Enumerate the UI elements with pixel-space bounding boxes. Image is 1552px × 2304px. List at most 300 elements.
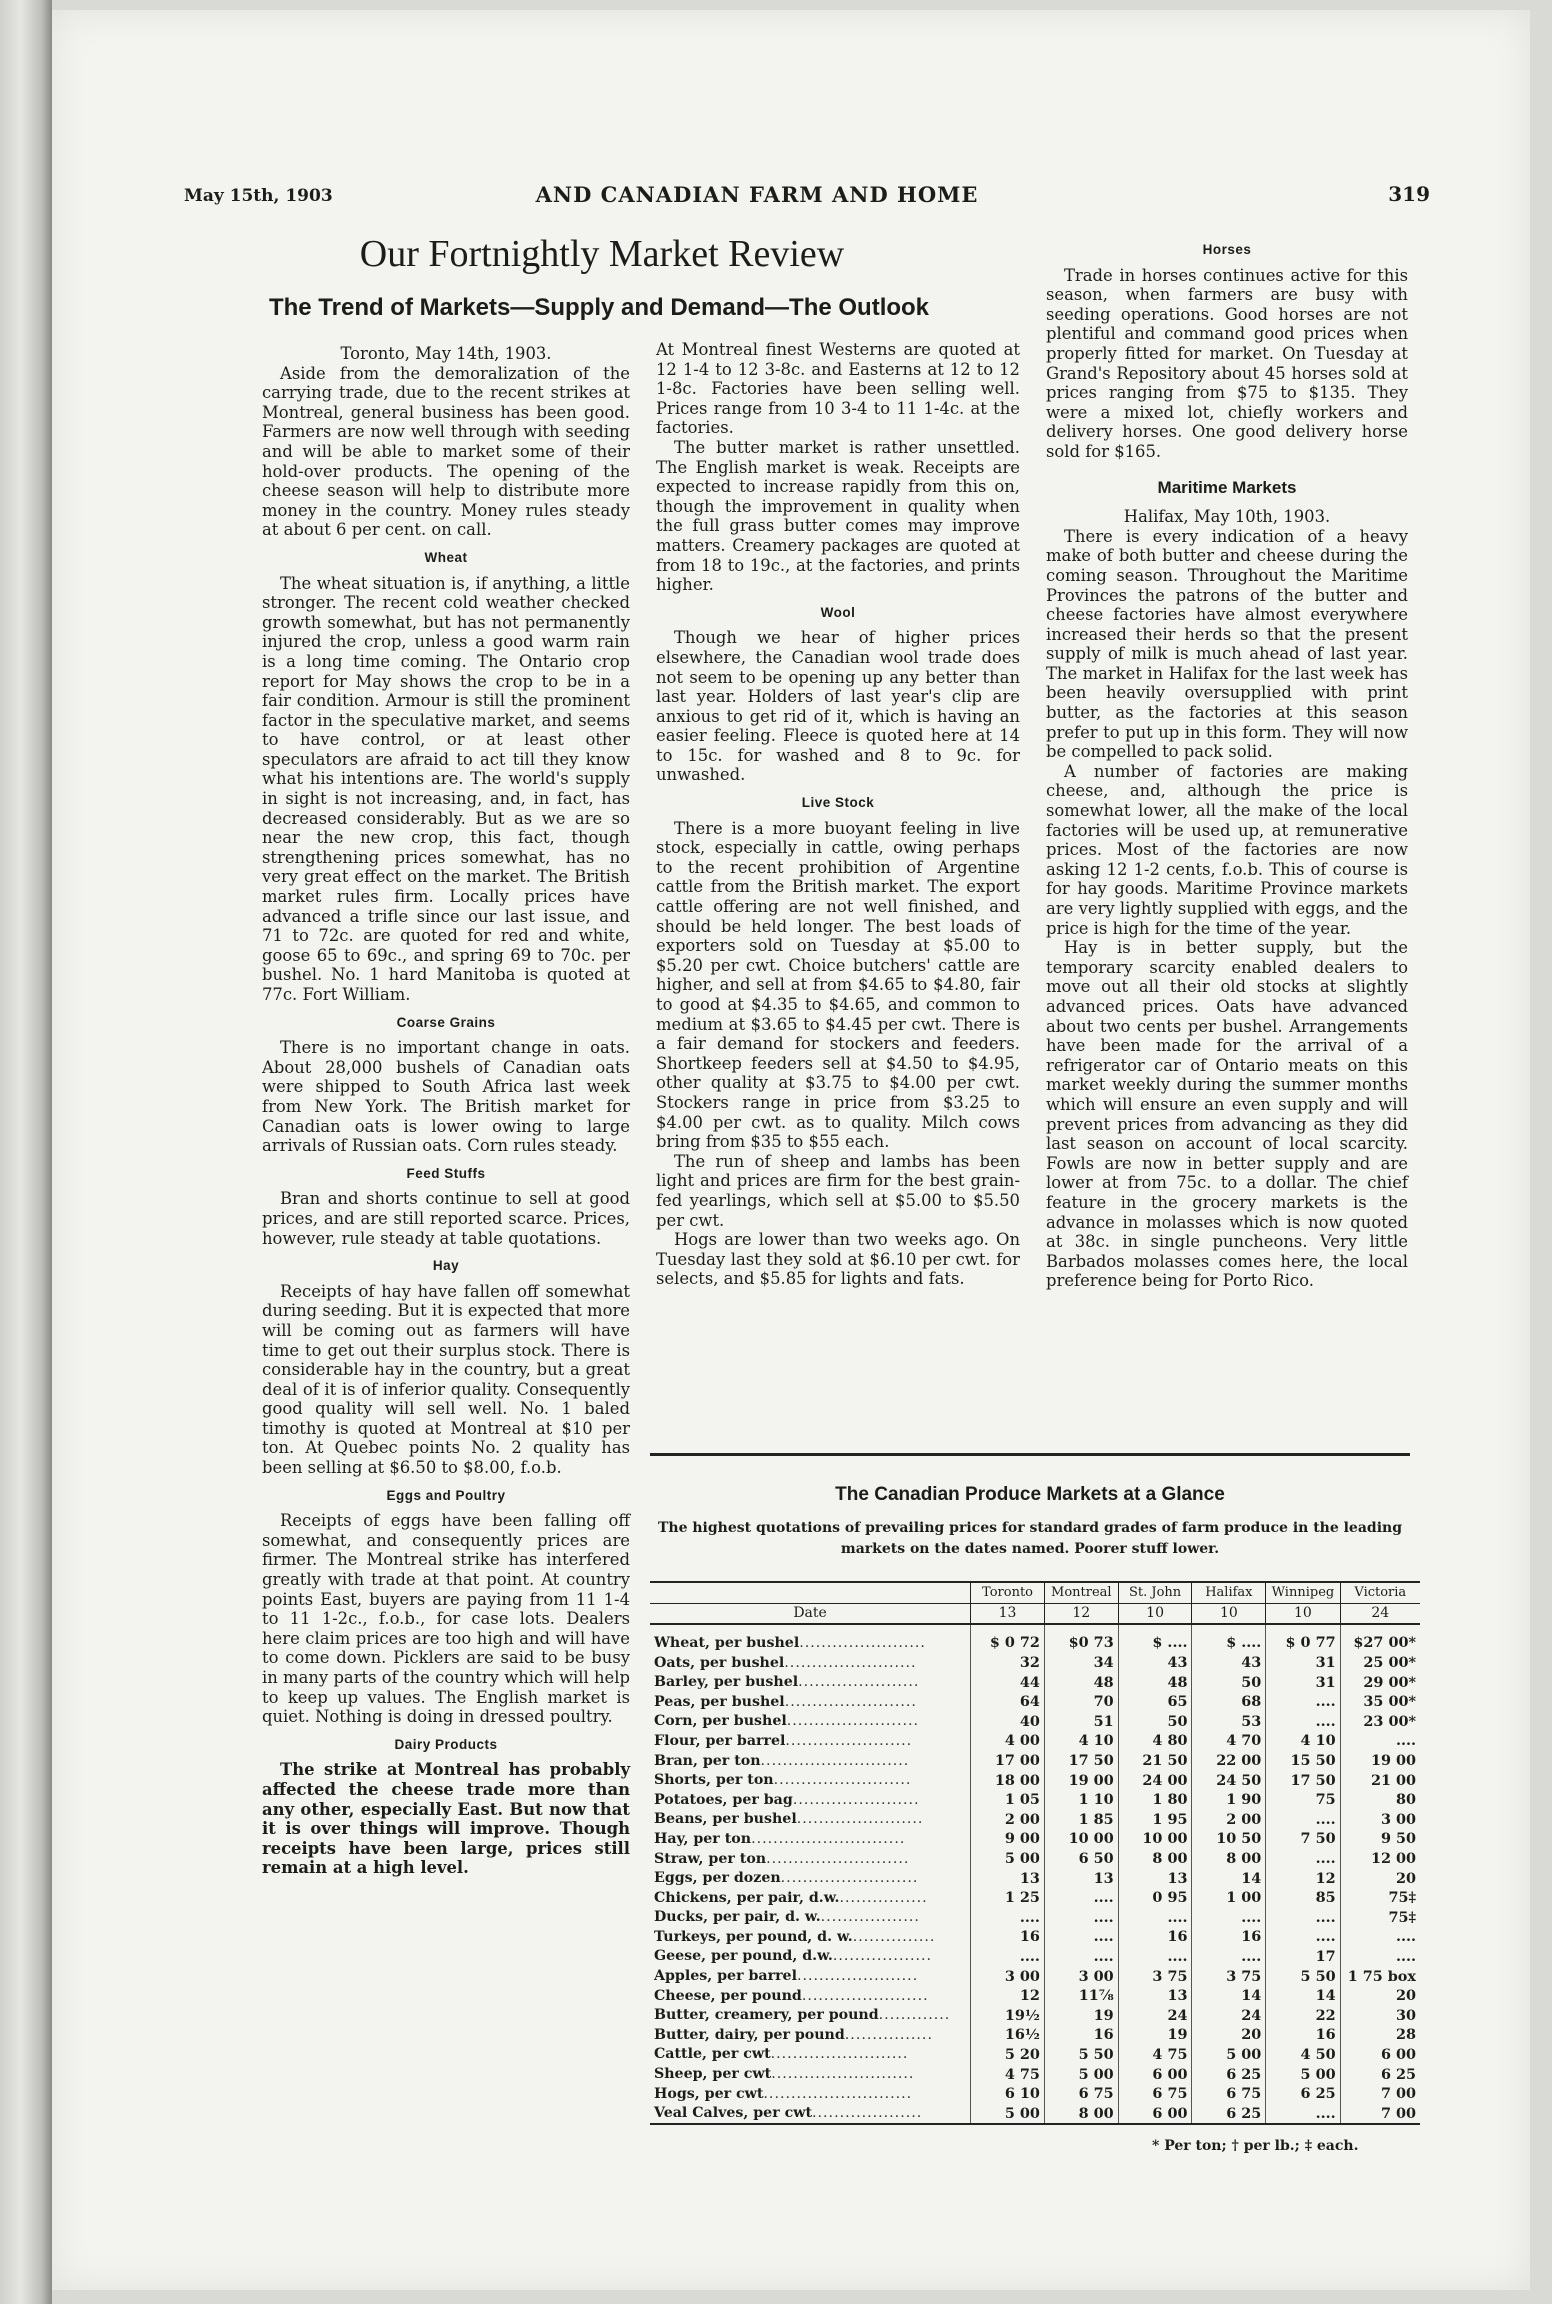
row-item-cell xyxy=(650,1810,971,1830)
price-cell: 65 xyxy=(1118,1692,1192,1712)
table-row xyxy=(650,1868,1420,1888)
coarse-grains-paragraph: There is no important change in oats. About 28,000 bushels of Canadian oats were shipped to South Africa last week from New York. The British market for Canadian oats is lower owing to large arrivals of Russian oats. Corn rules steady. xyxy=(262,1038,630,1156)
price-cell: 48 xyxy=(1044,1672,1118,1692)
column-3 xyxy=(1046,232,1408,1291)
table-city-header-row xyxy=(650,1582,1420,1603)
price-cell: 8 00 xyxy=(1192,1849,1266,1869)
price-cell: 23 00* xyxy=(1340,1712,1420,1732)
price-cell: 3 00 xyxy=(1044,1966,1118,1986)
price-cell: 5 00 xyxy=(971,1849,1045,1869)
section-heading-feed-stuffs: Feed Stuffs xyxy=(406,1165,486,1181)
price-cell: .... xyxy=(1044,1947,1118,1967)
dairy-continued-paragraph: At Montreal finest Westerns are quoted at 12 1-4 to 12 3-8c. and Easterns at 12 to 12 1-8c. Factories have been selling well. Prices range from 10 3-4 to 11 1-4c. at the factories. xyxy=(656,340,1020,438)
dateline: Toronto, May 14th, 1903. xyxy=(340,344,552,363)
price-cell: .... xyxy=(1044,1908,1118,1928)
price-cell: 17 xyxy=(1266,1947,1340,1967)
leader-dots: ......................... xyxy=(770,2046,909,2063)
row-item-label: Bran, per ton xyxy=(654,1752,761,1769)
price-cell: 12 00 xyxy=(1340,1849,1420,1869)
price-cell: 17 50 xyxy=(1044,1751,1118,1771)
column-1 xyxy=(262,344,630,1878)
leader-dots: .................... xyxy=(812,2105,923,2122)
price-cell: 8 00 xyxy=(1118,1849,1192,1869)
row-item-label: Sheep, per cwt xyxy=(654,2066,772,2083)
price-cell: 7 00 xyxy=(1340,2103,1420,2124)
price-cell: .... xyxy=(1192,1947,1266,1967)
price-cell: .... xyxy=(1044,1927,1118,1947)
price-cell: 1 80 xyxy=(1118,1790,1192,1810)
table-row xyxy=(650,1770,1420,1790)
price-cell: 17 00 xyxy=(971,1751,1045,1771)
price-cell: .... xyxy=(971,1947,1045,1967)
leader-dots: ....................... xyxy=(796,1811,924,1828)
price-cell: 16 xyxy=(1044,2025,1118,2045)
table-subtitle: The highest quotations of prevailing prices for standard grades of farm produce in the leading markets on the dates named. Poorer stuff lower. xyxy=(658,1520,1402,1557)
column-2 xyxy=(656,340,1020,1289)
row-item-cell xyxy=(650,1770,971,1790)
price-cell: .... xyxy=(971,1908,1045,1928)
price-cell: .... xyxy=(1266,1927,1340,1947)
hogs-paragraph: Hogs are lower than two weeks ago. On Tuesday last they sold at $6.10 per cwt. for selects, and $5.85 for lights and fats. xyxy=(656,1230,1020,1289)
price-cell: .... xyxy=(1118,1908,1192,1928)
table-row xyxy=(650,1986,1420,2006)
table-row xyxy=(650,1653,1420,1673)
price-cell: 50 xyxy=(1192,1672,1266,1692)
row-item-label: Potatoes, per bag xyxy=(654,1791,793,1808)
leader-dots: ......................... xyxy=(780,1870,919,1887)
leader-dots: ....................... xyxy=(792,1791,920,1808)
table-row xyxy=(650,2064,1420,2084)
price-cell: .... xyxy=(1266,1908,1340,1928)
price-cell: 21 50 xyxy=(1118,1751,1192,1771)
table-row xyxy=(650,1751,1420,1771)
wool-paragraph: Though we hear of higher prices elsewhere, the Canadian wool trade does not seem to be opening up any better than last year. Holders of last year's clip are anxious to get rid of it, which is having an easier feeling. Fleece is quoted here at 14 to 15c. for washed and 8 to 9c. for unwashed. xyxy=(656,628,1020,785)
row-item-label: Eggs, per dozen xyxy=(654,1870,781,1887)
row-item-cell xyxy=(650,1986,971,2006)
row-item-cell xyxy=(650,1672,971,1692)
price-cell: 16 xyxy=(1192,1927,1266,1947)
price-cell: 6 75 xyxy=(1192,2084,1266,2104)
price-cell: 3 75 xyxy=(1118,1966,1192,1986)
section-divider xyxy=(650,1453,1410,1456)
row-item-label: Cattle, per cwt xyxy=(654,2046,771,2063)
book-spine xyxy=(0,0,52,2304)
price-cell: 30 xyxy=(1340,2005,1420,2025)
price-cell: 24 00 xyxy=(1118,1770,1192,1790)
leader-dots: .......................... xyxy=(771,2066,915,2083)
section-heading-maritime: Maritime Markets xyxy=(1157,477,1297,497)
leader-dots: ....................... xyxy=(799,1634,926,1651)
price-cell: 5 50 xyxy=(1266,1966,1340,1986)
table-row xyxy=(650,1829,1420,1849)
table-row xyxy=(650,1692,1420,1712)
row-item-label: Oats, per bushel xyxy=(654,1654,785,1671)
leader-dots: ........................ xyxy=(784,1654,917,1671)
section-heading-dairy: Dairy Products xyxy=(394,1736,498,1752)
page-number: 319 xyxy=(1388,182,1430,206)
maritime-paragraph-3: Hay is in better supply, but the temporary scarcity enabled dealers to move out all their old stocks at slightly advanced prices. Oats have advanced about two cents per bushel. Arrangements have been made for the arrival of a refrigerator car of Ontario meats on this market weekly during the summer months which will ensure an even supply and will prevent prices from advancing as they did last season on account of local scarcity. Fowls are now in better supply and are lower at from 75c. to a dollar. The chief feature in the grocery markets is the advance in molasses which is now quoted at 38c. in single puncheons. Very little Barbados molasses comes here, the local preference being for Porto Rico. xyxy=(1046,938,1408,1291)
price-cell: 5 00 xyxy=(1192,2045,1266,2065)
price-cell: 6 25 xyxy=(1192,2064,1266,2084)
row-item-cell xyxy=(650,1731,971,1751)
row-item-cell xyxy=(650,2064,971,2084)
row-item-cell xyxy=(650,1966,971,1986)
city-header-st-john: St. John xyxy=(1118,1582,1192,1603)
price-cell: 13 xyxy=(971,1868,1045,1888)
row-item-cell xyxy=(650,1751,971,1771)
price-cell: $ 0 77 xyxy=(1266,1624,1340,1653)
price-cell: 4 80 xyxy=(1118,1731,1192,1751)
table-row xyxy=(650,1790,1420,1810)
price-cell: 6 25 xyxy=(1192,2103,1266,2124)
price-cell: 13 xyxy=(1044,1868,1118,1888)
section-heading-eggs-poultry: Eggs and Poultry xyxy=(386,1487,506,1503)
row-item-cell xyxy=(650,2005,971,2025)
table-row xyxy=(650,2084,1420,2104)
city-header-toronto: Toronto xyxy=(971,1582,1045,1603)
table-heading xyxy=(650,1484,1410,1560)
price-cell: 12 xyxy=(971,1986,1045,2006)
section-heading-coarse-grains: Coarse Grains xyxy=(396,1014,496,1030)
price-cell: 11⅞ xyxy=(1044,1986,1118,2006)
row-item-label: Straw, per ton xyxy=(654,1850,767,1867)
eggs-poultry-paragraph: Receipts of eggs have been falling off somewhat, and consequently prices are firmer. The Montreal strike has interfered greatly with trade at that point. At country points East, buyers are paying from 11 1-4 to 11 1-2c., f.o.b., for case lots. Dealers here claim prices are too high and will have to come down. Picklers are said to be busy in many parts of the country which will help to keep up values. The English market is quiet. Nothing is doing in dressed poultry. xyxy=(262,1511,630,1727)
row-item-label: Corn, per bushel xyxy=(654,1713,787,1730)
price-cell: 6 75 xyxy=(1044,2084,1118,2104)
price-cell: 31 xyxy=(1266,1653,1340,1673)
row-item-cell xyxy=(650,2025,971,2045)
price-cell: 4 70 xyxy=(1192,1731,1266,1751)
row-item-label: Peas, per bushel xyxy=(654,1693,785,1710)
price-cell: .... xyxy=(1340,1947,1420,1967)
page-header xyxy=(184,182,1430,212)
leader-dots: ............................ xyxy=(751,1830,906,1847)
price-cell: 16 xyxy=(1118,1927,1192,1947)
row-item-cell xyxy=(650,2045,971,2065)
price-cell: 4 75 xyxy=(971,2064,1045,2084)
price-cell: 31 xyxy=(1266,1672,1340,1692)
price-cell: 1 95 xyxy=(1118,1810,1192,1830)
price-cell: .... xyxy=(1266,2103,1340,2124)
price-cell: $ 0 72 xyxy=(971,1624,1045,1653)
intro-paragraph: Aside from the demoralization of the carrying trade, due to the recent strikes at Montreal, general business has been good. Farmers are now well through with seeding and will be able to market some of their hold-over products. The opening of the cheese season will help to distribute more money in the country. Money rules steady at about 6 per cent. on call. xyxy=(262,363,630,540)
row-item-label: Beans, per bushel xyxy=(654,1811,797,1828)
leader-dots: ........................... xyxy=(763,2085,913,2102)
price-cell: 16½ xyxy=(971,2025,1045,2045)
price-cell: 35 00* xyxy=(1340,1692,1420,1712)
price-cell: 5 20 xyxy=(971,2045,1045,2065)
table-row xyxy=(650,1624,1420,1653)
table-row xyxy=(650,2045,1420,2065)
issue-date: May 15th, 1903 xyxy=(184,186,333,206)
price-cell: .... xyxy=(1266,1849,1340,1869)
price-cell: 21 00 xyxy=(1340,1770,1420,1790)
table-row xyxy=(650,2103,1420,2124)
table-row xyxy=(650,1927,1420,1947)
row-item-cell xyxy=(650,1927,971,1947)
price-cell: 1 85 xyxy=(1044,1810,1118,1830)
price-cell: 75‡ xyxy=(1340,1908,1420,1928)
price-cell: 20 xyxy=(1340,1986,1420,2006)
price-cell: 19 xyxy=(1118,2025,1192,2045)
row-item-label: Ducks, per pair, d. w. xyxy=(654,1909,821,1926)
price-cell: 7 50 xyxy=(1266,1829,1340,1849)
section-heading-horses: Horses xyxy=(1202,242,1252,257)
price-cell: 0 95 xyxy=(1118,1888,1192,1908)
leader-dots: .......................... xyxy=(766,1850,910,1867)
price-cell: 1 00 xyxy=(1192,1888,1266,1908)
price-cell: 16 xyxy=(971,1927,1045,1947)
leader-dots: ............. xyxy=(878,2007,951,2024)
price-cell: 7 00 xyxy=(1340,2084,1420,2104)
price-cell: $ .... xyxy=(1118,1624,1192,1653)
price-cell: 10 50 xyxy=(1192,1829,1266,1849)
price-cell: 14 xyxy=(1192,1986,1266,2006)
row-item-cell xyxy=(650,1908,971,1928)
maritime-dateline: Halifax, May 10th, 1903. xyxy=(1123,507,1331,527)
price-cell: 1 75 box xyxy=(1340,1966,1420,1986)
date-header: 10 xyxy=(1118,1603,1192,1624)
price-cell: 6 10 xyxy=(971,2084,1045,2104)
price-cell: 19 xyxy=(1044,2005,1118,2025)
price-cell: 34 xyxy=(1044,1653,1118,1673)
row-item-label: Chickens, per pair, d.w. xyxy=(654,1889,840,1906)
price-cell: 14 xyxy=(1266,1986,1340,2006)
price-cell: .... xyxy=(1192,1908,1266,1928)
leader-dots: ................ xyxy=(839,1889,928,1906)
price-cell: .... xyxy=(1266,1810,1340,1830)
maritime-paragraph-1: There is every indication of a heavy make of both butter and cheese during the coming season. Throughout the Maritime Provinces the patrons of the butter and cheese factories have almost everywhere increased their herds so that the present supply of milk is much ahead of last year. The market in Halifax for the last week has been heavily oversupplied with print butter, as the factories at this season prefer to put up in this form. They will now be compelled to pack solid. xyxy=(1046,526,1408,762)
price-cell: 19 00 xyxy=(1044,1770,1118,1790)
price-cell: .... xyxy=(1266,1712,1340,1732)
row-item-label: Butter, dairy, per pound xyxy=(654,2026,845,2043)
price-cell: 1 05 xyxy=(971,1790,1045,1810)
table-body xyxy=(650,1624,1420,2124)
price-cell: 4 00 xyxy=(971,1731,1045,1751)
price-cell: 25 00* xyxy=(1340,1653,1420,1673)
row-item-label: Flour, per barrel xyxy=(654,1732,786,1749)
table-row xyxy=(650,1849,1420,1869)
price-cell: 6 50 xyxy=(1044,1849,1118,1869)
row-item-cell xyxy=(650,1712,971,1732)
price-cell: 32 xyxy=(971,1653,1045,1673)
price-cell: 20 xyxy=(1192,2025,1266,2045)
row-item-label: Wheat, per bushel xyxy=(654,1634,800,1651)
price-cell: 12 xyxy=(1266,1868,1340,1888)
row-item-label: Cheese, per pound xyxy=(654,1987,802,2004)
price-cell: 4 50 xyxy=(1266,2045,1340,2065)
butter-paragraph: The butter market is rather unsettled. The English market is weak. Receipts are expected to increase rapidly from this on, though the improvement in quality when the full grass butter comes may improve matters. Creamery packages are quoted at from 18 to 19c., at the factories, and prints higher. xyxy=(656,437,1020,595)
leader-dots: .................. xyxy=(832,1948,933,1965)
article-title: Our Fortnightly Market Review xyxy=(359,233,845,275)
table-title: The Canadian Produce Markets at a Glance xyxy=(835,1484,1225,1505)
row-item-cell xyxy=(650,1790,971,1810)
section-heading-hay: Hay xyxy=(432,1258,460,1274)
price-cell: 1 90 xyxy=(1192,1790,1266,1810)
price-cell: .... xyxy=(1340,1927,1420,1947)
price-cell: 4 10 xyxy=(1044,1731,1118,1751)
newspaper-page xyxy=(52,10,1530,2290)
hay-paragraph: Receipts of hay have fallen off somewhat during seeding. But it is expected that more will be coming out as farmers will have time to get out their surplus stock. There is considerable hay in the country, but a great deal of it is of inferior quality. Consequently good quality will sell well. No. 1 baled timothy is quoted at Montreal at $10 per ton. At Quebec points No. 2 quality has been selling at $6.50 to $8.00, f.o.b. xyxy=(262,1281,630,1478)
price-cell: 6 25 xyxy=(1266,2084,1340,2104)
leader-dots: .................. xyxy=(820,1909,920,1926)
price-cell: 68 xyxy=(1192,1692,1266,1712)
price-cell: 5 00 xyxy=(1044,2064,1118,2084)
price-cell: 85 xyxy=(1266,1888,1340,1908)
leader-dots: ........................ xyxy=(786,1713,919,1730)
city-header-victoria: Victoria xyxy=(1340,1582,1420,1603)
date-header: 13 xyxy=(971,1603,1045,1624)
horses-paragraph: Trade in horses continues active for this season, when farmers are busy with seeding operations. Good horses are not plentiful and command good prices when properly fitted for market. On Tuesday at Grand's Repository about 45 horses sold at prices ranging from $75 to $135. They were a mixed lot, chiefly workers and delivery horses. One good delivery horse sold for $165. xyxy=(1046,265,1408,461)
price-cell: 17 50 xyxy=(1266,1770,1340,1790)
row-item-label: Shorts, per ton xyxy=(654,1772,774,1789)
table-row xyxy=(650,1908,1420,1928)
price-cell: 16 xyxy=(1266,2025,1340,2045)
row-item-label: Turkeys, per pound, d. w. xyxy=(654,1928,853,1945)
price-cell: 6 25 xyxy=(1340,2064,1420,2084)
price-cell: 18 00 xyxy=(971,1770,1045,1790)
city-header-winnipeg: Winnipeg xyxy=(1266,1582,1340,1603)
running-title: AND CANADIAN FARM AND HOME xyxy=(535,182,979,207)
price-cell: 80 xyxy=(1340,1790,1420,1810)
price-cell: 5 00 xyxy=(971,2103,1045,2124)
price-cell: 43 xyxy=(1118,1653,1192,1673)
price-cell: 51 xyxy=(1044,1712,1118,1732)
price-cell: 75 xyxy=(1266,1790,1340,1810)
row-item-cell xyxy=(650,1888,971,1908)
table-date-header-row xyxy=(650,1603,1420,1624)
article-subtitle: The Trend of Markets—Supply and Demand—The Outlook xyxy=(268,294,930,321)
leader-dots: ...................... xyxy=(796,1968,919,1985)
date-label: Date xyxy=(650,1603,971,1624)
price-cell: .... xyxy=(1044,1888,1118,1908)
table-row xyxy=(650,1810,1420,1830)
price-cell: 5 00 xyxy=(1266,2064,1340,2084)
price-cell: 2 00 xyxy=(1192,1810,1266,1830)
price-cell: 13 xyxy=(1118,1986,1192,2006)
price-cell: 22 xyxy=(1266,2005,1340,2025)
price-cell: 15 50 xyxy=(1266,1751,1340,1771)
row-item-label: Hay, per ton xyxy=(654,1830,752,1847)
price-cell: 3 00 xyxy=(971,1966,1045,1986)
table-row xyxy=(650,1672,1420,1692)
price-cell: 9 50 xyxy=(1340,1829,1420,1849)
section-heading-live-stock: Live Stock xyxy=(801,795,875,811)
row-item-label: Geese, per pound, d.w. xyxy=(654,1948,833,1965)
leader-dots: ................ xyxy=(844,2026,933,2043)
dairy-paragraph: The strike at Montreal has probably affected the cheese trade more than any other, especially East. But now that it is over things will improve. Though receipts have been large, prices still remain at a high level. xyxy=(262,1760,630,1878)
row-item-cell xyxy=(650,1653,971,1673)
price-cell: 48 xyxy=(1118,1672,1192,1692)
leader-dots: ............... xyxy=(852,1928,936,1945)
price-cell: 3 75 xyxy=(1192,1966,1266,1986)
price-cell: 5 50 xyxy=(1044,2045,1118,2065)
price-cell: 1 25 xyxy=(971,1888,1045,1908)
table-row xyxy=(650,1731,1420,1751)
price-cell: 1 10 xyxy=(1044,1790,1118,1810)
leader-dots: ......................... xyxy=(773,1772,912,1789)
price-cell: 50 xyxy=(1118,1712,1192,1732)
price-cell: $0 73 xyxy=(1044,1624,1118,1653)
price-cell: .... xyxy=(1340,1731,1420,1751)
price-cell: 64 xyxy=(971,1692,1045,1712)
price-cell: 19½ xyxy=(971,2005,1045,2025)
row-item-label: Barley, per bushel xyxy=(654,1674,799,1691)
row-item-cell xyxy=(650,1849,971,1869)
price-cell: 6 00 xyxy=(1118,2103,1192,2124)
price-cell: .... xyxy=(1118,1947,1192,1967)
price-cell: 24 xyxy=(1192,2005,1266,2025)
price-cell: 13 xyxy=(1118,1868,1192,1888)
leader-dots: ....................... xyxy=(801,1987,929,2004)
row-item-cell xyxy=(650,1624,971,1653)
table-row xyxy=(650,1947,1420,1967)
price-cell: $ .... xyxy=(1192,1624,1266,1653)
live-stock-paragraph: There is a more buoyant feeling in live stock, especially in cattle, owing perhaps to the recent prohibition of Argentine cattle from the British market. The export cattle offering are not well finished, and should be held longer. The best loads of exporters sold on Tuesday at $5.00 to $5.20 per cwt. Choice butchers' cattle are higher, and sell at from $4.65 to $4.80, fair to good at $4.35 to $4.65, and common to medium at $3.65 to $4.45 per cwt. There is a fair demand for stockers and feeders. Shortkeep feeders sell at $4.50 to $4.95, other quality at $3.75 to $4.00 per cwt. Stockers range in price from $3.25 to $4.00 per cwt. as to quality. Milch cows bring from $35 to $55 each. xyxy=(656,818,1020,1152)
section-heading-wheat: Wheat xyxy=(424,549,468,565)
table-row xyxy=(650,1712,1420,1732)
price-cell: $27 00* xyxy=(1340,1624,1420,1653)
leader-dots: ....................... xyxy=(785,1732,913,1749)
row-item-cell xyxy=(650,2103,971,2124)
price-cell: .... xyxy=(1266,1692,1340,1712)
sheep-paragraph: The run of sheep and lambs has been light and prices are firm for the best grain-fed yearlings, which sell at $5.00 to $5.50 per cwt. xyxy=(656,1151,1020,1230)
price-cell: 24 xyxy=(1118,2005,1192,2025)
price-cell: 22 00 xyxy=(1192,1751,1266,1771)
price-cell: 10 00 xyxy=(1118,1829,1192,1849)
table-footnote: * Per ton; † per lb.; ‡ each. xyxy=(1152,2138,1359,2154)
section-heading-wool: Wool xyxy=(820,604,856,620)
price-cell: 19 00 xyxy=(1340,1751,1420,1771)
price-cell: 28 xyxy=(1340,2025,1420,2045)
date-header: 24 xyxy=(1340,1603,1420,1624)
price-cell: 43 xyxy=(1192,1653,1266,1673)
date-header: 10 xyxy=(1266,1603,1340,1624)
row-item-label: Hogs, per cwt xyxy=(654,2085,764,2102)
price-cell: 6 00 xyxy=(1118,2064,1192,2084)
price-cell: 6 75 xyxy=(1118,2084,1192,2104)
row-item-cell xyxy=(650,1692,971,1712)
price-cell: 3 00 xyxy=(1340,1810,1420,1830)
price-cell: 14 xyxy=(1192,1868,1266,1888)
table-row xyxy=(650,1888,1420,1908)
price-cell: 9 00 xyxy=(971,1829,1045,1849)
row-item-label: Butter, creamery, per pound xyxy=(654,2007,879,2024)
price-cell: 70 xyxy=(1044,1692,1118,1712)
wheat-paragraph: The wheat situation is, if anything, a little stronger. The recent cold weather checked growth somewhat, but has not permanently injured the crop, unless a good warm rain is a long time coming. The Ontario crop report for May shows the crop to be in a fair condition. Armour is still the prominent factor in the speculative market, and seems to have control, or at least other speculators are afraid to act till they know what his intentions are. The world's supply in sight is not increasing, and, in fact, has decreased considerably. But as we are so near the new crop, this fact, though strengthening prices somewhat, has no very great effect on the market. The British market rules firm. Locally prices have advanced a trifle since our last issue, and 71 to 72c. are quoted for red and white, goose 65 to 69c., and spring 69 to 70c. per bushel. No. 1 hard Manitoba is quoted at 77c. Fort William. xyxy=(262,573,630,1004)
feed-stuffs-paragraph: Bran and shorts continue to sell at good prices, and are still reported scarce. Prices, however, rule steady at table quotations. xyxy=(262,1189,630,1248)
row-item-label: Apples, per barrel xyxy=(654,1968,797,1985)
table-row xyxy=(650,2005,1420,2025)
price-cell: 4 75 xyxy=(1118,2045,1192,2065)
price-cell: 75‡ xyxy=(1340,1888,1420,1908)
produce-markets-table xyxy=(650,1581,1420,2125)
price-cell: 20 xyxy=(1340,1868,1420,1888)
price-cell: 8 00 xyxy=(1044,2103,1118,2124)
price-cell: 10 00 xyxy=(1044,1829,1118,1849)
maritime-paragraph-2: A number of factories are making cheese, and, although the price is somewhat lower, all the make of the local factories will be used up, at remunerative prices. Most of the factories are now asking 12 1-2 cents, f.o.b. This of course is for hay goods. Maritime Province markets are very lightly supplied with eggs, and the price is high for the time of the year. xyxy=(1046,761,1408,938)
price-cell: 40 xyxy=(971,1712,1045,1732)
price-cell: 6 00 xyxy=(1340,2045,1420,2065)
row-item-label: Veal Calves, per cwt xyxy=(654,2105,813,2122)
city-header-montreal: Montreal xyxy=(1044,1582,1118,1603)
leader-dots: ...................... xyxy=(798,1674,920,1691)
table-row xyxy=(650,2025,1420,2045)
row-item-cell xyxy=(650,1947,971,1967)
city-header-halifax: Halifax xyxy=(1192,1582,1266,1603)
price-cell: 4 10 xyxy=(1266,1731,1340,1751)
row-item-cell xyxy=(650,1868,971,1888)
